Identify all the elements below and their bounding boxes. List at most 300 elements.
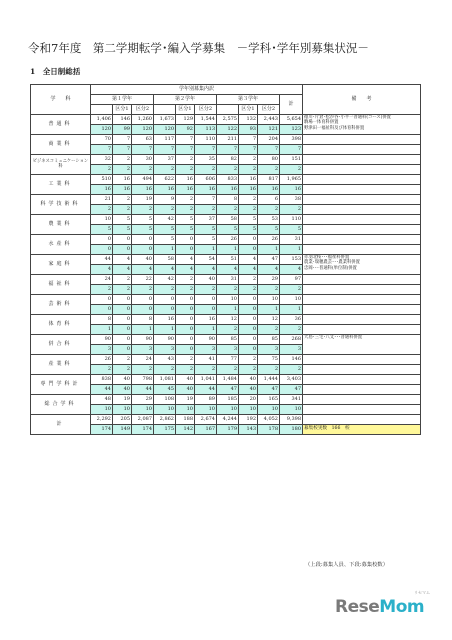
table-cell: 117 (154, 135, 176, 145)
table-cell: 167 (195, 425, 217, 435)
table-cell: 19 (132, 195, 154, 205)
table-cell: 75 (258, 355, 280, 365)
table-row-capacity (31, 115, 421, 125)
table-cell: 1 (217, 305, 239, 315)
table-cell: 1,484 (217, 375, 239, 385)
table-cell: 2 (258, 365, 280, 375)
row-label: 科学技術科 (31, 195, 91, 215)
table-row-capacity (31, 235, 421, 245)
remarks-empty (303, 185, 421, 195)
table-cell: 398 (280, 135, 303, 145)
table-cell: 16 (217, 185, 239, 195)
table-cell: 16 (195, 185, 217, 195)
remarks-empty (303, 145, 421, 155)
section-subtitle: 1 全日制総括 (30, 67, 81, 76)
table-cell: 0 (91, 305, 113, 315)
table-cell: 2 (239, 285, 258, 295)
remarks-empty (303, 295, 421, 305)
remarks-empty (303, 175, 421, 185)
table-cell: 7 (176, 135, 195, 145)
table-cell: 5,654 (280, 115, 303, 125)
table-cell: 93 (239, 125, 258, 135)
table-cell: 12 (258, 315, 280, 325)
remarks-note: 赤羽北桜･･･福祉科併置 農業･瑞穂農芸･･･農業科併置 忠岡･･･普通科(単位制)併置 (303, 255, 421, 275)
table-cell: 8 (91, 315, 113, 325)
table-cell: 7 (132, 145, 154, 155)
table-cell: 19 (113, 395, 132, 405)
table-cell: 1,406 (91, 115, 113, 125)
table-cell: 8 (132, 315, 154, 325)
table-cell: 10 (217, 405, 239, 415)
table-cell: 16 (91, 185, 113, 195)
table-row-capacity (31, 315, 421, 325)
table-cell: 2 (217, 205, 239, 215)
table-cell: 0 (239, 325, 258, 335)
page-title: 令和7年度 第二学期転学･編入学募集 －学科･学年別募集状況－ (28, 41, 369, 55)
header-gakka: 学 科 (31, 85, 91, 115)
table-cell: 0 (113, 335, 132, 345)
table-cell: 47 (258, 385, 280, 395)
table-cell: 4 (258, 265, 280, 275)
table-cell: 7 (239, 135, 258, 145)
table-cell: 1 (195, 325, 217, 335)
table-cell: 3 (258, 345, 280, 355)
table-cell: 833 (217, 175, 239, 185)
table-cell: 0 (113, 295, 132, 305)
table-cell: 192 (239, 415, 258, 425)
table-cell: 90 (91, 335, 113, 345)
table-cell: 20 (239, 395, 258, 405)
table-cell: 0 (176, 325, 195, 335)
row-label: 計 (31, 415, 91, 435)
table-cell: 268 (280, 335, 303, 345)
table-cell: 3 (217, 345, 239, 355)
table-cell: 29 (258, 275, 280, 285)
row-label: 芸術科 (31, 295, 91, 315)
table-cell: 510 (91, 175, 113, 185)
table-cell: 4 (176, 265, 195, 275)
table-cell: 185 (217, 395, 239, 405)
table-cell: 32 (91, 155, 113, 165)
table-cell: 5 (154, 235, 176, 245)
table-cell: 47 (217, 385, 239, 395)
table-cell: 7 (91, 145, 113, 155)
table-cell: 47 (280, 385, 303, 395)
row-label: 家庭科 (31, 255, 91, 275)
remarks-empty (303, 305, 421, 315)
table-row-capacity (31, 275, 421, 285)
table-cell: 2 (239, 165, 258, 175)
table-row-capacity (31, 195, 421, 205)
table-cell: 143 (239, 425, 258, 435)
table-cell: 2 (217, 285, 239, 295)
table-cell: 0 (176, 315, 195, 325)
table-cell: 1 (280, 305, 303, 315)
table-cell: 0 (132, 245, 154, 255)
recruitment-table (30, 84, 421, 435)
table-cell: 4,052 (258, 415, 280, 425)
remarks-empty (303, 225, 421, 235)
header-k2: 区分2 (132, 105, 154, 115)
table-cell: 42 (154, 215, 176, 225)
table-cell: 10 (195, 405, 217, 415)
table-cell: 2 (239, 195, 258, 205)
table-cell: 29 (132, 395, 154, 405)
table-cell: 63 (132, 135, 154, 145)
table-cell: 1,081 (154, 375, 176, 385)
table-cell: 2 (280, 165, 303, 175)
table-row-capacity (31, 375, 421, 385)
table-cell: 5 (113, 215, 132, 225)
table-cell: 4 (280, 265, 303, 275)
table-cell: 838 (91, 375, 113, 385)
table-cell: 53 (258, 215, 280, 225)
table-cell: 7 (258, 145, 280, 155)
table-cell: 110 (195, 135, 217, 145)
table-cell: 44 (91, 385, 113, 395)
table-cell: 40 (239, 385, 258, 395)
table-cell: 10 (132, 405, 154, 415)
table-cell: 16 (154, 315, 176, 325)
table-cell: 2 (154, 165, 176, 175)
table-cell: 2 (217, 165, 239, 175)
table-cell: 10 (91, 405, 113, 415)
table-cell: 2,575 (217, 115, 239, 125)
table-cell: 341 (280, 395, 303, 405)
table-cell: 2 (176, 165, 195, 175)
table-cell: 10 (258, 295, 280, 305)
logo-text-primary: Rese (335, 597, 380, 617)
remarks-empty (303, 245, 421, 255)
table-cell: 2 (258, 285, 280, 295)
table-cell: 5 (217, 225, 239, 235)
row-label: 商業科 (31, 135, 91, 155)
table-cell: 42 (154, 275, 176, 285)
table-cell: 40 (176, 375, 195, 385)
table-cell: 2,674 (195, 415, 217, 425)
table-row-capacity (31, 355, 421, 365)
table-cell: 38 (280, 195, 303, 205)
table-cell: 16 (176, 175, 195, 185)
header-grade1: 第１学年 (91, 95, 154, 105)
table-cell: 0 (132, 295, 154, 305)
table-cell: 2 (195, 285, 217, 295)
row-label: 体育科 (31, 315, 91, 335)
table-cell: 2 (217, 325, 239, 335)
table-cell: 606 (195, 175, 217, 185)
remarks-empty (303, 215, 421, 225)
table-cell: 2 (132, 285, 154, 295)
table-cell: 2 (113, 275, 132, 285)
table-cell: 3 (154, 345, 176, 355)
table-cell: 2,443 (258, 115, 280, 125)
table-cell: 2 (113, 355, 132, 365)
table-cell: 3,403 (280, 375, 303, 385)
table-cell: 0 (239, 245, 258, 255)
table-cell: 30 (132, 155, 154, 165)
table-cell: 2 (195, 205, 217, 215)
remarks-empty (303, 315, 421, 325)
table-cell: 2 (176, 205, 195, 215)
table-cell: 1,260 (132, 115, 154, 125)
table-cell: 0 (195, 305, 217, 315)
table-cell: 0 (176, 245, 195, 255)
table-cell: 26 (217, 235, 239, 245)
summary-note: 募集校実数 166 校 (303, 425, 421, 435)
table-cell: 1 (258, 245, 280, 255)
table-cell: 5 (239, 215, 258, 225)
table-cell: 40 (132, 255, 154, 265)
table-cell: 129 (176, 115, 195, 125)
table-cell: 108 (154, 395, 176, 405)
header-k1: 区分1 (239, 105, 258, 115)
table-cell: 21 (91, 195, 113, 205)
table-cell: 0 (113, 325, 132, 335)
remarks-empty (303, 275, 421, 285)
table-cell: 2 (195, 165, 217, 175)
table-cell: 2 (280, 325, 303, 335)
table-cell: 178 (258, 425, 280, 435)
remarks-empty (303, 405, 421, 415)
table-row-capacity (31, 295, 421, 305)
table-cell: 120 (91, 125, 113, 135)
table-cell: 10 (91, 215, 113, 225)
table-cell: 0 (113, 235, 132, 245)
table-cell: 7 (113, 135, 132, 145)
table-cell: 90 (154, 335, 176, 345)
table-cell: 113 (195, 125, 217, 135)
table-cell: 3 (280, 345, 303, 355)
table-cell: 3 (91, 345, 113, 355)
table-cell: 1 (258, 305, 280, 315)
remarks-empty (303, 195, 421, 205)
table-cell: 2 (113, 205, 132, 215)
remarks-empty (303, 205, 421, 215)
table-cell: 10 (239, 405, 258, 415)
table-cell: 12 (217, 315, 239, 325)
row-label: 農業科 (31, 215, 91, 235)
table-cell: 16 (195, 315, 217, 325)
table-cell: 2 (258, 205, 280, 215)
table-cell: 121 (258, 125, 280, 135)
table-cell: 10 (176, 405, 195, 415)
table-cell: 4 (154, 265, 176, 275)
table-cell: 1,444 (258, 375, 280, 385)
header-k1: 区分1 (176, 105, 195, 115)
table-cell: 2 (132, 165, 154, 175)
table-cell: 43 (154, 355, 176, 365)
table-cell: 165 (258, 395, 280, 405)
header-grade3: 第３学年 (217, 95, 280, 105)
remarks-note: 大島･三宅･八丈･･･普通科併置 (303, 335, 421, 355)
row-label: 福祉科 (31, 275, 91, 295)
table-cell: 47 (258, 255, 280, 265)
remarks-empty (303, 355, 421, 365)
table-cell: 40 (176, 385, 195, 395)
table-cell: 7 (176, 145, 195, 155)
table-row-capacity (31, 155, 421, 165)
table-cell: 4 (132, 265, 154, 275)
table-cell: 2 (154, 205, 176, 215)
table-cell: 2 (91, 165, 113, 175)
table-cell: 2 (239, 275, 258, 285)
table-cell: 80 (258, 155, 280, 165)
table-cell: 2 (176, 155, 195, 165)
header-total: 計 (280, 95, 303, 115)
header-grade2: 第２学年 (154, 95, 217, 105)
table-cell: 2 (113, 365, 132, 375)
table-cell: 2 (154, 285, 176, 295)
table-cell: 70 (91, 135, 113, 145)
table-cell: 205 (113, 415, 132, 425)
table-cell: 2 (113, 165, 132, 175)
table-cell: 2 (91, 205, 113, 215)
table-cell: 2 (176, 285, 195, 295)
table-cell: 142 (176, 425, 195, 435)
table-cell: 5 (132, 215, 154, 225)
table-cell: 146 (113, 115, 132, 125)
table-cell: 0 (113, 315, 132, 325)
table-cell: 132 (239, 115, 258, 125)
table-cell: 5 (132, 225, 154, 235)
table-cell: 37 (195, 215, 217, 225)
table-cell: 16 (113, 175, 132, 185)
table-cell: 7 (154, 145, 176, 155)
table-cell: 5 (258, 225, 280, 235)
table-row-capacity (31, 215, 421, 225)
table-cell: 0 (239, 305, 258, 315)
table-cell: 2 (280, 365, 303, 375)
remarks-empty (303, 365, 421, 375)
table-row-capacity (31, 255, 421, 265)
table-cell: 8 (217, 195, 239, 205)
table-cell: 179 (217, 425, 239, 435)
table-cell: 0 (176, 305, 195, 315)
table-cell: 2 (239, 155, 258, 165)
table-cell: 2 (91, 285, 113, 295)
table-cell: 2 (132, 205, 154, 215)
table-cell: 2 (176, 195, 195, 205)
table-cell: 1 (154, 245, 176, 255)
table-cell: 58 (217, 215, 239, 225)
table-cell: 0 (176, 345, 195, 355)
table-cell: 82 (217, 155, 239, 165)
table-row-capacity (31, 175, 421, 185)
table-cell: 1 (132, 325, 154, 335)
header-recruit: 学年別募集内訳 (91, 85, 303, 95)
table-cell: 22 (132, 275, 154, 285)
table-cell: 35 (195, 155, 217, 165)
table-cell: 40 (195, 275, 217, 285)
table-cell: 0 (239, 315, 258, 325)
table-cell: 1 (280, 245, 303, 255)
table-cell: 2,292 (91, 415, 113, 425)
table-cell: 3 (195, 345, 217, 355)
table-cell: 1,673 (154, 115, 176, 125)
table-cell: 149 (113, 425, 132, 435)
table-cell: 0 (154, 305, 176, 315)
table-cell: 44 (132, 385, 154, 395)
table-cell: 51 (217, 255, 239, 265)
table-cell: 1 (195, 245, 217, 255)
header-subtotal (154, 105, 176, 115)
table-cell: 4 (91, 265, 113, 275)
table-cell: 188 (176, 415, 195, 425)
table-cell: 2 (239, 355, 258, 365)
table-cell: 204 (258, 135, 280, 145)
table-cell: 16 (239, 175, 258, 185)
table-cell: 26 (91, 355, 113, 365)
table-cell: 10 (280, 295, 303, 305)
table-cell: 2 (195, 365, 217, 375)
table-cell: 19 (176, 395, 195, 405)
table-cell: 7 (239, 145, 258, 155)
header-remarks: 備 考 (303, 85, 421, 115)
table-cell: 7 (195, 195, 217, 205)
table-cell: 16 (132, 185, 154, 195)
table-cell: 123 (280, 125, 303, 135)
table-cell: 97 (280, 275, 303, 285)
table-cell: 0 (239, 335, 258, 345)
table-cell: 89 (195, 395, 217, 405)
table-cell: 3 (132, 345, 154, 355)
table-cell: 26 (258, 235, 280, 245)
table-cell: 0 (239, 235, 258, 245)
table-cell: 6 (258, 195, 280, 205)
header-k2: 区分2 (258, 105, 280, 115)
table-cell: 4 (176, 255, 195, 265)
table-cell: 0 (195, 295, 217, 305)
table-row-capacity (31, 135, 421, 145)
table-cell: 146 (280, 355, 303, 365)
table-cell: 120 (154, 125, 176, 135)
table-cell: 0 (176, 295, 195, 305)
header-subtotal (217, 105, 239, 115)
table-cell: 10 (217, 295, 239, 305)
table-cell: 16 (280, 185, 303, 195)
table-cell: 0 (113, 345, 132, 355)
table-cell: 7 (217, 145, 239, 155)
table-cell: 817 (258, 175, 280, 185)
remarks-empty (303, 375, 421, 385)
row-label: 専門学科計 (31, 375, 91, 395)
table-cell: 0 (91, 295, 113, 305)
table-cell: 2 (258, 325, 280, 335)
table-cell: 4,244 (217, 415, 239, 425)
table-cell: 153 (280, 255, 303, 265)
table-cell: 2 (280, 285, 303, 295)
table-cell: 10 (280, 405, 303, 415)
table-cell: 2,087 (132, 415, 154, 425)
remarks-empty (303, 165, 421, 175)
table-cell: 622 (154, 175, 176, 185)
table-cell: 0 (176, 235, 195, 245)
table-cell: 2 (113, 285, 132, 295)
remarks-empty (303, 155, 421, 165)
table-cell: 90 (132, 335, 154, 345)
table-cell: 58 (154, 255, 176, 265)
header-k1: 区分1 (113, 105, 132, 115)
table-cell: 40 (239, 375, 258, 385)
table-cell: 1,544 (195, 115, 217, 125)
table-cell: 5 (176, 215, 195, 225)
table-cell: 2 (154, 365, 176, 375)
remarks-empty (303, 285, 421, 295)
logo-text-accent: Mom (379, 597, 425, 617)
row-label: 併合科 (31, 335, 91, 355)
table-cell: 90 (195, 335, 217, 345)
table-cell: 0 (239, 345, 258, 355)
